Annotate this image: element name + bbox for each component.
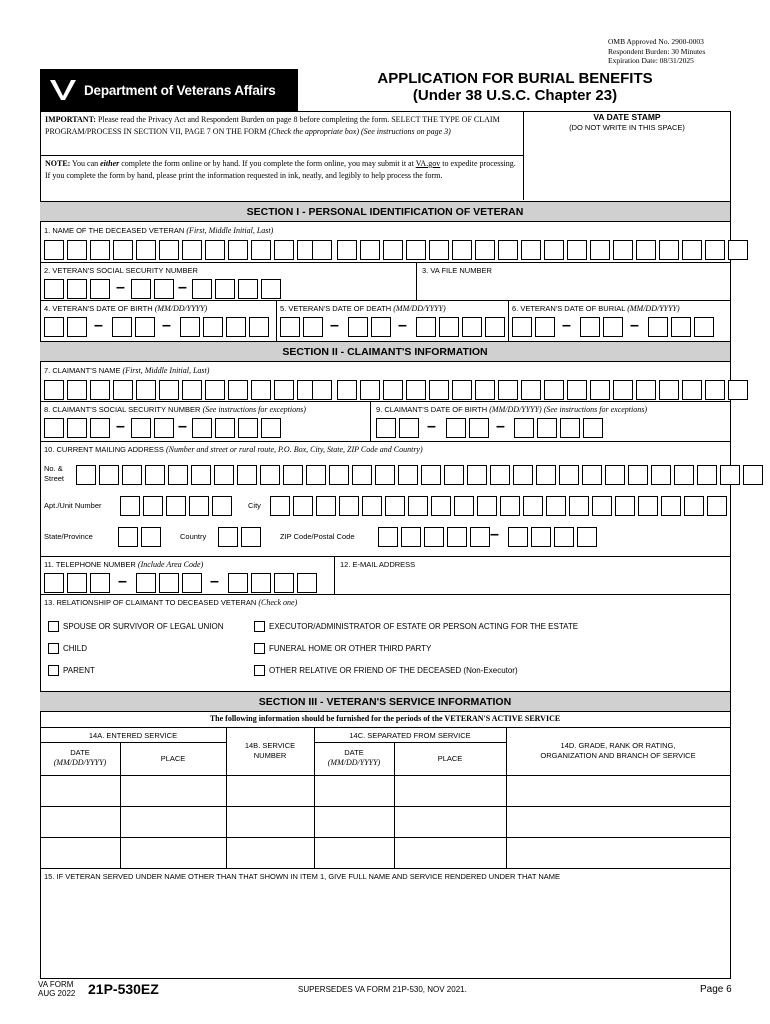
field-6-label: 6. VETERAN'S DATE OF BURIAL (MM/DD/YYYY) (512, 304, 680, 313)
field-12-label: 12. E-MAIL ADDRESS (340, 560, 416, 569)
va-date-stamp (524, 112, 730, 132)
claimant-dob-day[interactable] (446, 418, 492, 438)
veteran-dod-month[interactable] (280, 317, 326, 337)
claimant-ssn-part-2[interactable] (131, 418, 177, 438)
note-either: either (100, 159, 120, 168)
field-9-label: 9. CLAIMANT'S DATE OF BIRTH (MM/DD/YYYY) (See instructions for exceptions) (376, 405, 648, 414)
claimant-ssn-part-3[interactable] (192, 418, 284, 438)
field-3-label: 3. VA FILE NUMBER (422, 266, 492, 275)
section-2-header: SECTION II - CLAIMANT'S INFORMATION (40, 341, 730, 362)
header-14b: 14B. SERVICE NUMBER (244, 741, 296, 760)
veteran-middle-initial-input[interactable] (312, 240, 335, 260)
section-3-subtitle: The following information should be furnished for the periods of the VETERAN'S ACTIVE SERVICE (209, 714, 561, 723)
important-note (45, 114, 519, 137)
form-title-line-1: APPLICATION FOR BURIAL BENEFITS (377, 70, 653, 87)
veteran-burial-year[interactable] (648, 317, 717, 337)
important-text: Please read the Privacy Act and Respondent Burden on page 8 before completing the form. SELECT THE TYPE OF CLAIM PROGRAM/PROCESS IN SECTION VII, PAGE 7 ON THE FORM (45, 115, 500, 136)
claimant-middle-initial-input[interactable] (312, 380, 335, 400)
veteran-ssn-part-2[interactable] (131, 279, 177, 299)
section-1-header: SECTION I - PERSONAL IDENTIFICATION OF VETERAN (40, 201, 730, 222)
omb-info (608, 37, 705, 66)
veteran-burial-month[interactable] (512, 317, 558, 337)
veteran-first-name-input[interactable] (44, 240, 320, 260)
footer-form-info (38, 980, 75, 998)
veteran-ssn-part-3[interactable] (192, 279, 284, 299)
veteran-dob-day[interactable] (112, 317, 158, 337)
field-4-label: 4. VETERAN'S DATE OF BIRTH (MM/DD/YYYY) (44, 304, 208, 313)
header-14c-place: PLACE (437, 754, 463, 763)
city-input[interactable] (270, 496, 730, 516)
veteran-last-name-input[interactable] (337, 240, 751, 260)
other-relative-label: OTHER RELATIVE OR FRIEND OF THE DECEASED (Non-Executor) (269, 666, 518, 675)
footer-form-number: 21P-530EZ (88, 981, 159, 997)
header-14d: 14D. GRADE, RANK OR RATING, ORGANIZATION AND BRANCH OF SERVICE (540, 741, 696, 760)
claimant-dob-month[interactable] (376, 418, 422, 438)
omb-line-3: Expiration Date: 08/31/2025 (608, 56, 694, 65)
parent-checkbox[interactable] (48, 665, 59, 676)
claimant-last-name-input[interactable] (337, 380, 751, 400)
claimant-ssn-part-1[interactable] (44, 418, 113, 438)
note-text (45, 158, 519, 181)
important-label: IMPORTANT: (45, 115, 96, 124)
phone-line[interactable] (228, 573, 320, 593)
field-2-label: 2. VETERAN'S SOCIAL SECURITY NUMBER (44, 266, 198, 275)
executor-label: EXECUTOR/ADMINISTRATOR OF ESTATE OR PERSON ACTING FOR THE ESTATE (269, 622, 579, 631)
veteran-dob-month[interactable] (44, 317, 90, 337)
veteran-ssn-part-1[interactable] (44, 279, 113, 299)
other-relative-checkbox[interactable] (254, 665, 265, 676)
veteran-dod-year[interactable] (416, 317, 508, 337)
note-label: NOTE: (45, 159, 71, 168)
va-logo (40, 69, 298, 111)
field-8-label: 8. CLAIMANT'S SOCIAL SECURITY NUMBER (See instructions for exceptions) (44, 405, 306, 414)
spouse-checkbox[interactable] (48, 621, 59, 632)
header-14c-date: DATE (MM/DD/YYYY) (327, 748, 381, 767)
field-10-label: 10. CURRENT MAILING ADDRESS (Number and street or rural route, P.O. Box, City, State, ZIP Code and Country) (44, 445, 423, 454)
stamp-subtitle: (DO NOT WRITE IN THIS SPACE) (569, 123, 685, 132)
zip-label: ZIP Code/Postal Code (280, 532, 355, 541)
va-seal-icon (48, 77, 78, 103)
footer-date: AUG 2022 (38, 989, 76, 998)
funeral-home-label: FUNERAL HOME OR OTHER THIRD PARTY (269, 644, 432, 653)
field-15-label: 15. IF VETERAN SERVED UNDER NAME OTHER THAN THAT SHOWN IN ITEM 1, GIVE FULL NAME AND SERVICE RENDERED UNDER THAT NAME (44, 872, 561, 881)
section-3-header: SECTION III - VETERAN'S SERVICE INFORMATION (40, 691, 730, 712)
form-title-line-2: (Under 38 U.S.C. Chapter 23) (412, 87, 618, 104)
header-14c: 14C. SEPARATED FROM SERVICE (349, 731, 471, 740)
header-14a: 14A. ENTERED SERVICE (88, 731, 178, 740)
email-input[interactable] (335, 571, 730, 594)
claimant-dob-year[interactable] (514, 418, 606, 438)
veteran-burial-day[interactable] (580, 317, 626, 337)
note-part-3: to expedite processing. If you complete the form by hand, please print the information requested in ink, neatly, and legibly to help process the form. (45, 159, 516, 180)
field-7-label: 7. CLAIMANT'S NAME (First, Middle Initial, Last) (44, 366, 210, 375)
veteran-dod-day[interactable] (348, 317, 394, 337)
executor-checkbox[interactable] (254, 621, 265, 632)
header-14a-place: PLACE (160, 754, 186, 763)
country-label: Country (180, 532, 207, 541)
parent-label: PARENT (63, 666, 95, 675)
zip-extension-input[interactable] (508, 527, 600, 547)
apt-input[interactable] (120, 496, 235, 516)
street-label: No. & Street (44, 464, 65, 483)
service-row-2[interactable] (41, 807, 729, 837)
field-5-label: 5. VETERAN'S DATE OF DEATH (MM/DD/YYYY) (280, 304, 446, 313)
state-label: State/Province (44, 532, 93, 541)
child-label: CHILD (63, 644, 88, 653)
state-input[interactable] (118, 527, 164, 547)
service-row-3[interactable] (41, 838, 729, 868)
apt-label: Apt./Unit Number (44, 501, 102, 510)
note-part-2: complete the form online or by hand. If you complete the form online, you may submit it at (119, 159, 416, 168)
country-input[interactable] (218, 527, 264, 547)
phone-area-code[interactable] (44, 573, 113, 593)
va-gov-link[interactable]: VA.gov (415, 159, 441, 168)
funeral-home-checkbox[interactable] (254, 643, 265, 654)
veteran-dob-year[interactable] (180, 317, 272, 337)
form-title (330, 70, 700, 104)
zip-input[interactable] (378, 527, 493, 547)
spouse-label: SPOUSE OR SURVIVOR OF LEGAL UNION (63, 622, 224, 631)
child-checkbox[interactable] (48, 643, 59, 654)
service-row-1[interactable] (41, 776, 729, 806)
field-11-label: 11. TELEPHONE NUMBER (Include Area Code) (44, 560, 204, 569)
note-part-1: You can (70, 159, 101, 168)
field-13-label: 13. RELATIONSHIP OF CLAIMANT TO DECEASED VETERAN (Check one) (44, 598, 298, 607)
phone-prefix[interactable] (136, 573, 205, 593)
claimant-first-name-input[interactable] (44, 380, 320, 400)
footer-va-form: VA FORM (38, 980, 74, 989)
omb-line-2: Respondent Burden: 30 Minutes (608, 46, 706, 56)
other-name-service-input[interactable] (41, 885, 729, 977)
street-input[interactable] (76, 465, 766, 485)
department-name: Department of Veterans Affairs (84, 82, 276, 98)
footer-page: Page 6 (700, 984, 732, 995)
important-italic: (Check the appropriate box) (See instructions on page 3) (268, 126, 451, 136)
field-1-label: 1. NAME OF THE DECEASED VETERAN (First, Middle Initial, Last) (44, 226, 274, 235)
footer-supersedes: SUPERSEDES VA FORM 21P-530, NOV 2021. (298, 985, 467, 994)
header-14a-date: DATE (MM/DD/YYYY) (53, 748, 107, 767)
city-label: City (248, 501, 261, 510)
omb-line-1: OMB Approved No. 2900-0003 (608, 37, 704, 46)
stamp-title: VA DATE STAMP (593, 112, 661, 122)
